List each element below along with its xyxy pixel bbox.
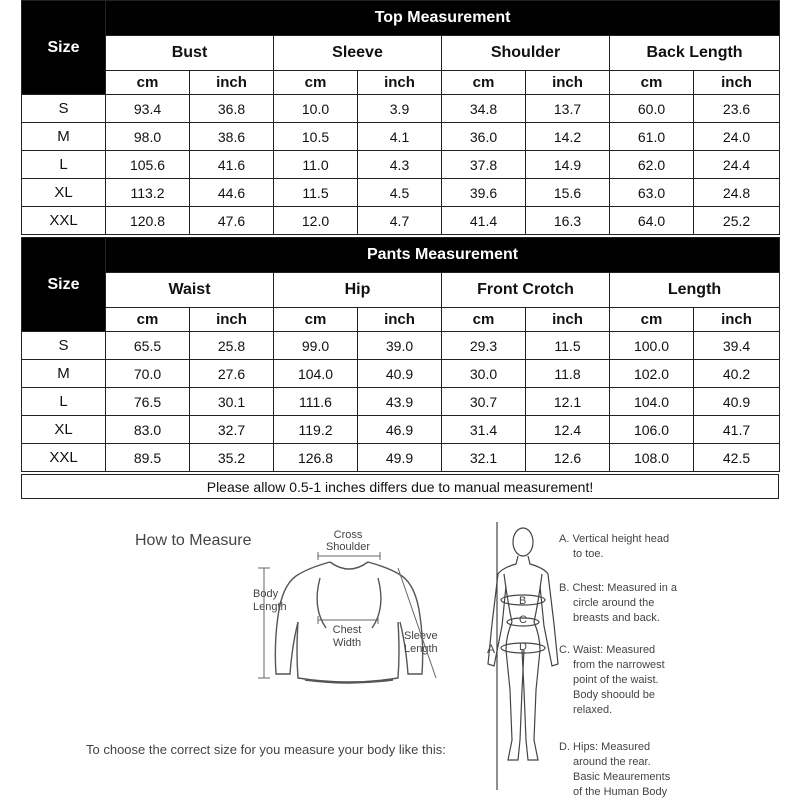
note-table <box>21 474 779 499</box>
value-cell: 42.5 <box>694 444 780 472</box>
value-cell: 16.3 <box>526 207 610 235</box>
value-cell: 15.6 <box>526 179 610 207</box>
size-cell: XXL <box>22 444 106 472</box>
size-cell: M <box>22 123 106 151</box>
how-to-measure-title: How to Measure <box>135 532 252 549</box>
marker-a: A <box>487 642 496 656</box>
legend-line: around the rear. <box>573 756 651 768</box>
size-cell: XL <box>22 179 106 207</box>
value-cell: 30.7 <box>442 388 526 416</box>
value-cell: 30.0 <box>442 360 526 388</box>
value-cell: 4.5 <box>358 179 442 207</box>
sleeve-length-arrow <box>398 568 436 678</box>
value-cell: 89.5 <box>106 444 190 472</box>
value-cell: 100.0 <box>610 332 694 360</box>
size-cell: L <box>22 388 106 416</box>
body-length-arrow <box>258 568 270 678</box>
value-cell: 25.8 <box>190 332 274 360</box>
value-cell: 76.5 <box>106 388 190 416</box>
value-cell: 44.6 <box>190 179 274 207</box>
group-header: Back Length <box>610 36 780 71</box>
cross-shoulder-label: Shoulder <box>325 541 371 553</box>
legend-line: of the Human Body <box>573 786 668 798</box>
body-length-label: Body <box>253 588 279 600</box>
measure-instruction: To choose the correct size for you measure your body like this: <box>86 742 446 757</box>
legend-line: A. Vertical height head <box>559 533 670 545</box>
value-cell: 41.6 <box>190 151 274 179</box>
value-cell: 34.8 <box>442 95 526 123</box>
value-cell: 11.5 <box>526 332 610 360</box>
cross-shoulder-arrow <box>318 552 380 560</box>
value-cell: 4.1 <box>358 123 442 151</box>
pants-measurement-table <box>21 237 780 472</box>
value-cell: 23.6 <box>694 95 780 123</box>
value-cell: 10.5 <box>274 123 358 151</box>
value-cell: 113.2 <box>106 179 190 207</box>
value-cell: 11.5 <box>274 179 358 207</box>
legend-line: Body shoould be <box>573 689 655 701</box>
value-cell: 102.0 <box>610 360 694 388</box>
value-cell: 60.0 <box>610 95 694 123</box>
unit-header: cm <box>274 308 358 332</box>
group-header: Bust <box>106 36 274 71</box>
how-to-measure-illustration <box>0 500 800 800</box>
unit-header: cm <box>274 71 358 95</box>
value-cell: 24.4 <box>694 151 780 179</box>
value-cell: 98.0 <box>106 123 190 151</box>
value-cell: 99.0 <box>274 332 358 360</box>
value-cell: 40.2 <box>694 360 780 388</box>
size-cell: L <box>22 151 106 179</box>
value-cell: 41.7 <box>694 416 780 444</box>
sleeve-length-label: Sleeve <box>404 630 438 642</box>
value-cell: 104.0 <box>274 360 358 388</box>
pants-measurement-title: Pants Measurement <box>106 238 780 273</box>
value-cell: 24.8 <box>694 179 780 207</box>
value-cell: 12.6 <box>526 444 610 472</box>
value-cell: 41.4 <box>442 207 526 235</box>
group-header: Front Crotch <box>442 273 610 308</box>
size-cell: XXL <box>22 207 106 235</box>
unit-header: inch <box>526 308 610 332</box>
marker-d: D <box>519 641 527 653</box>
value-cell: 12.4 <box>526 416 610 444</box>
value-cell: 43.9 <box>358 388 442 416</box>
value-cell: 39.6 <box>442 179 526 207</box>
value-cell: 40.9 <box>694 388 780 416</box>
value-cell: 12.0 <box>274 207 358 235</box>
size-cell: XL <box>22 416 106 444</box>
unit-header: cm <box>106 71 190 95</box>
value-cell: 120.8 <box>106 207 190 235</box>
table-row <box>22 151 780 179</box>
value-cell: 70.0 <box>106 360 190 388</box>
size-header: Size <box>22 1 106 95</box>
marker-b: B <box>519 595 527 607</box>
value-cell: 62.0 <box>610 151 694 179</box>
group-header: Shoulder <box>442 36 610 71</box>
legend-line: point of the waist. <box>573 674 659 686</box>
value-cell: 46.9 <box>358 416 442 444</box>
unit-header: inch <box>694 71 780 95</box>
human-body-figure <box>488 522 558 790</box>
size-cell: S <box>22 95 106 123</box>
value-cell: 11.0 <box>274 151 358 179</box>
table-row <box>22 388 780 416</box>
legend-line: C. Waist: Measured <box>559 644 656 656</box>
value-cell: 31.4 <box>442 416 526 444</box>
table-row <box>22 179 780 207</box>
value-cell: 47.6 <box>190 207 274 235</box>
legend-line: to toe. <box>573 548 604 560</box>
value-cell: 93.4 <box>106 95 190 123</box>
value-cell: 32.1 <box>442 444 526 472</box>
measurement-note: Please allow 0.5-1 inches differs due to manual measurement! <box>22 475 779 499</box>
unit-header: cm <box>442 308 526 332</box>
chest-width-label: Width <box>332 637 362 649</box>
chest-width-arrow <box>318 616 378 624</box>
table-row <box>22 123 780 151</box>
value-cell: 37.8 <box>442 151 526 179</box>
value-cell: 35.2 <box>190 444 274 472</box>
value-cell: 32.7 <box>190 416 274 444</box>
unit-header: inch <box>190 308 274 332</box>
group-header: Sleeve <box>274 36 442 71</box>
value-cell: 36.8 <box>190 95 274 123</box>
value-cell: 11.8 <box>526 360 610 388</box>
table-row <box>22 444 780 472</box>
legend-line: Basic Meaurements <box>573 771 671 783</box>
value-cell: 49.9 <box>358 444 442 472</box>
unit-header: inch <box>358 308 442 332</box>
value-cell: 39.0 <box>358 332 442 360</box>
value-cell: 10.0 <box>274 95 358 123</box>
value-cell: 63.0 <box>610 179 694 207</box>
legend-line: D. Hips: Measured <box>559 741 651 753</box>
chest-width-label: Chest <box>332 624 362 636</box>
value-cell: 106.0 <box>610 416 694 444</box>
value-cell: 39.4 <box>694 332 780 360</box>
value-cell: 13.7 <box>526 95 610 123</box>
legend-line: breasts and back. <box>573 612 660 624</box>
value-cell: 40.9 <box>358 360 442 388</box>
unit-header: inch <box>694 308 780 332</box>
value-cell: 14.9 <box>526 151 610 179</box>
table-row <box>22 360 780 388</box>
value-cell: 29.3 <box>442 332 526 360</box>
table-row <box>22 207 780 235</box>
value-cell: 27.6 <box>190 360 274 388</box>
cross-shoulder-label: Cross <box>333 529 363 541</box>
group-header: Waist <box>106 273 274 308</box>
group-header: Hip <box>274 273 442 308</box>
value-cell: 126.8 <box>274 444 358 472</box>
size-cell: S <box>22 332 106 360</box>
value-cell: 104.0 <box>610 388 694 416</box>
sweater-sketch <box>275 562 422 683</box>
group-header: Length <box>610 273 780 308</box>
unit-header: cm <box>610 308 694 332</box>
legend-line: circle around the <box>573 597 655 609</box>
marker-c: C <box>519 614 527 626</box>
legend-line: from the narrowest <box>573 659 665 671</box>
unit-header: inch <box>526 71 610 95</box>
unit-header: inch <box>190 71 274 95</box>
body-length-label: Length <box>253 601 287 613</box>
legend-line: relaxed. <box>573 704 613 716</box>
unit-header: cm <box>106 308 190 332</box>
value-cell: 3.9 <box>358 95 442 123</box>
value-cell: 25.2 <box>694 207 780 235</box>
table-row <box>22 95 780 123</box>
value-cell: 14.2 <box>526 123 610 151</box>
value-cell: 4.7 <box>358 207 442 235</box>
value-cell: 108.0 <box>610 444 694 472</box>
value-cell: 65.5 <box>106 332 190 360</box>
value-cell: 12.1 <box>526 388 610 416</box>
legend-line: B. Chest: Measured in a <box>559 582 678 594</box>
measure-legend <box>559 533 678 798</box>
top-measurement-table <box>21 0 780 235</box>
size-header: Size <box>22 238 106 332</box>
value-cell: 30.1 <box>190 388 274 416</box>
value-cell: 119.2 <box>274 416 358 444</box>
top-measurement-title: Top Measurement <box>106 1 780 36</box>
value-cell: 105.6 <box>106 151 190 179</box>
value-cell: 36.0 <box>442 123 526 151</box>
value-cell: 111.6 <box>274 388 358 416</box>
table-row <box>22 332 780 360</box>
value-cell: 24.0 <box>694 123 780 151</box>
unit-header: cm <box>610 71 694 95</box>
value-cell: 4.3 <box>358 151 442 179</box>
sleeve-length-label: Length <box>404 643 438 655</box>
unit-header: cm <box>442 71 526 95</box>
value-cell: 38.6 <box>190 123 274 151</box>
value-cell: 83.0 <box>106 416 190 444</box>
value-cell: 61.0 <box>610 123 694 151</box>
size-cell: M <box>22 360 106 388</box>
value-cell: 64.0 <box>610 207 694 235</box>
unit-header: inch <box>358 71 442 95</box>
table-row <box>22 416 780 444</box>
